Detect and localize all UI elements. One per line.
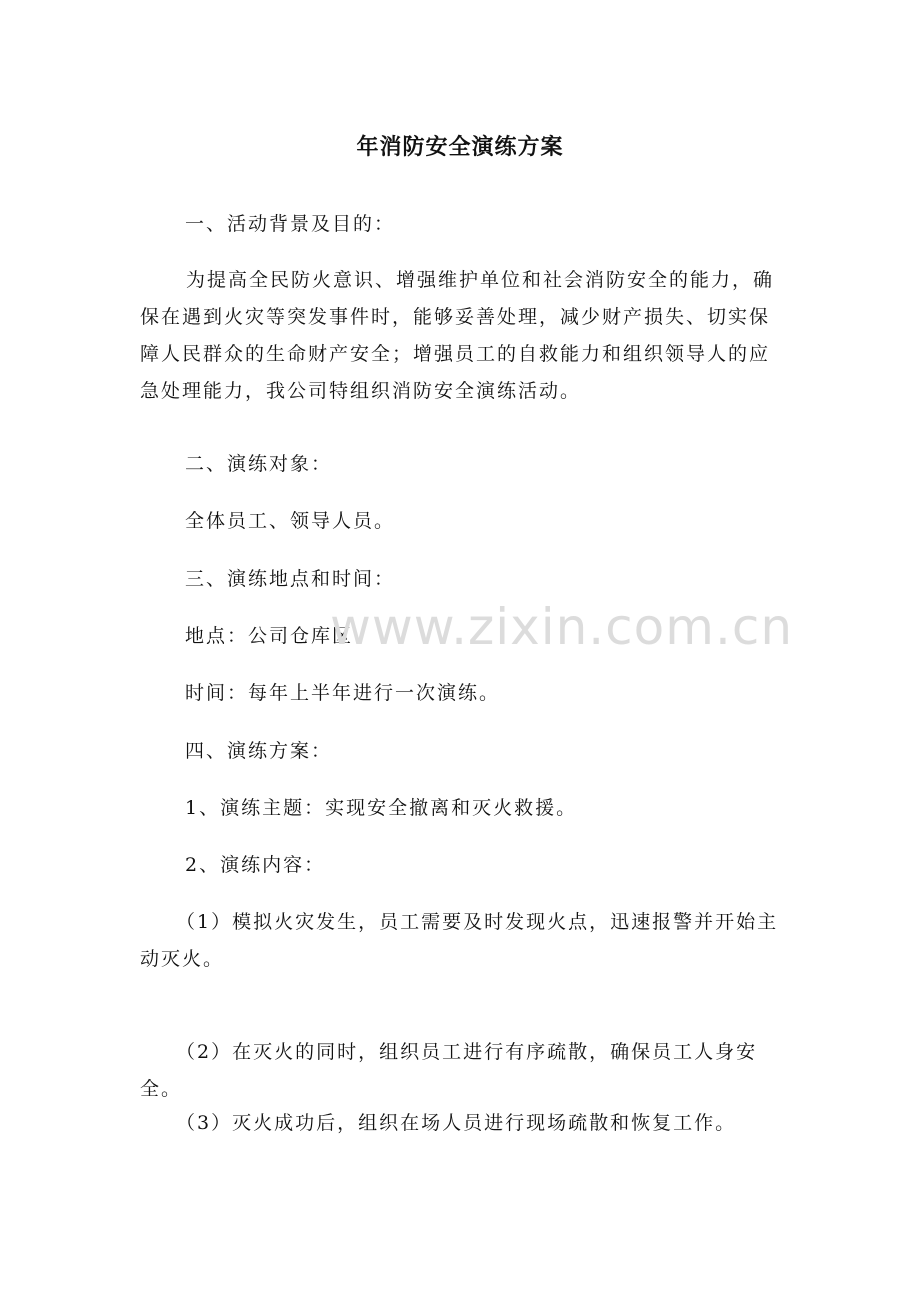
paragraph-participants: 全体员工、领导人员。 bbox=[185, 510, 396, 532]
paragraph-time: 时间：每年上半年进行一次演练。 bbox=[185, 682, 501, 704]
watermark: www.zixin.com.cn bbox=[330, 598, 794, 656]
section-heading-participants: 二、演练对象： bbox=[185, 453, 333, 475]
content-item-3: （3）灭火成功后，组织在场人员进行现场疏散和恢复工作。 bbox=[176, 1112, 737, 1134]
paragraph-location: 地点：公司仓库区 bbox=[185, 625, 354, 647]
content-item-2: （2）在灭火的同时，组织员工进行有序疏散，确保员工人身安全。 bbox=[140, 1041, 758, 1100]
section-heading-location-time: 三、演练地点和时间： bbox=[185, 568, 396, 590]
plan-item-theme: 1、演练主题：实现安全撤离和灭火救援。 bbox=[185, 797, 578, 819]
section-heading-plan: 四、演练方案： bbox=[185, 740, 333, 762]
paragraph-background: 为提高全民防火意识、增强维护单位和社会消防安全的能力，确保在遇到火灾等突发事件时，能够妥善处理，减少财产损失、切实保障人民群众的生命财产安全；增强员工的自救能力和组织领导人的应急处理能力，我公司特组织消防安全演练活动。 bbox=[140, 269, 775, 402]
plan-item-content: 2、演练内容： bbox=[185, 854, 326, 876]
section-heading-background: 一、活动背景及目的： bbox=[185, 213, 396, 235]
content-item-1: （1）模拟火灾发生，员工需要及时发现火点，迅速报警并开始主动灭火。 bbox=[140, 911, 779, 970]
document-title: 年消防安全演练方案 bbox=[356, 135, 564, 160]
